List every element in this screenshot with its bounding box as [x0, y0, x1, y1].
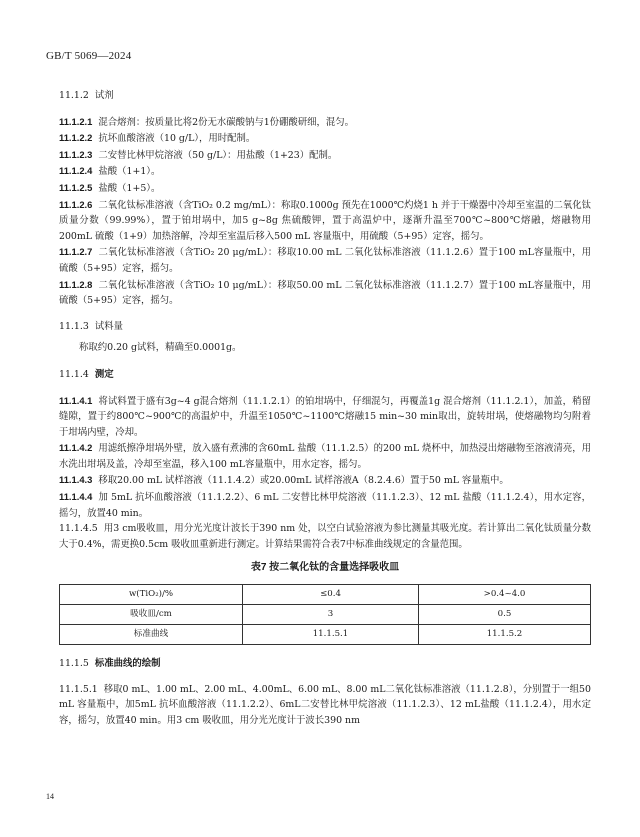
clause-11-1-2-1: 11.1.2.1 混合熔剂：按质量比将2份无水碳酸钠与1份硼酸研细，混匀。 — [59, 115, 355, 128]
clause-11-1-2-6: 11.1.2.6 二氧化钛标准溶液（含TiO₂ 0.2 mg/mL）：称取0.1000g 预先在1000℃灼烧1 h 并于干燥器中冷却至室温的二氧化钛质量分数（99.99%），置于铂坩埚中，加5 g~8g 焦硫酸钾，置于高温炉中，逐渐升温至700℃~800℃熔融，熔融物用200mL 硫酸（1+9）加热溶解，冷却至室温后移入500 mL 容量瓶中，用硫酸（5+95）定容，摇匀。 — [59, 198, 591, 242]
clause-11-1-2-7: 11.1.2.7 二氧化钛标准溶液（含TiO₂ 20 μg/mL）：移取10.00 mL 二氧化钛标准溶液（11.1.2.6）置于100 mL容量瓶中，用硫酸（5+95）定容，摇匀。 — [59, 246, 591, 274]
clause-11-1-2-4: 11.1.2.4 盐酸（1+1）。 — [59, 165, 161, 178]
table-row — [60, 585, 591, 605]
standard-id-header: GB/T 5069—2024 — [46, 50, 132, 62]
clause-11-1-2-8: 11.1.2.8 二氧化钛标准溶液（含TiO₂ 10 μg/mL）：移取50.00 mL 二氧化钛标准溶液（11.1.2.7）置于100 mL容量瓶中，用硫酸（5+95）定容，摇匀。 — [59, 278, 591, 307]
table-cell: w(TiO₂)/% — [60, 585, 243, 605]
clause-11-1-2-3: 11.1.2.3 二安替比林甲烷溶液（50 g/L）：用盐酸（1+23）配制。 — [59, 148, 338, 161]
table-cell: ≤0.4 — [243, 585, 419, 605]
table-row — [60, 625, 591, 645]
sample-mass-text: 称取约0.20 g试料，精确至0.0001g。 — [79, 342, 242, 354]
document-body — [59, 88, 591, 728]
page-number: 14 — [46, 792, 54, 801]
clause-11-1-4-5: 11.1.4.5 用3 cm吸收皿，用分光光度计波长于390 nm 处，以空白试验溶液为参比测量其吸光度。若计算出二氧化钛质量分数大于0.4%，需更换0.5cm 吸收皿重新进行测定。计算结果需符合表7中标准曲线规定的含量范围。 — [59, 523, 591, 550]
table-row — [60, 605, 591, 625]
table-cell: 11.1.5.1 — [243, 625, 419, 645]
clause-11-1-4-3: 11.1.4.3 移取20.00 mL 试样溶液（11.1.4.2）或20.00mL 试样溶液A（8.2.4.6）置于50 mL 容量瓶中。 — [59, 474, 509, 487]
table-cell: 标准曲线 — [60, 625, 243, 645]
section-heading-11-1-2: 11.1.2 试剂 — [59, 90, 114, 101]
section-heading-11-1-3: 11.1.3 试料量 — [59, 320, 123, 332]
clause-11-1-4-1: 11.1.4.1 将试料置于盛有3g~4 g混合熔剂（11.1.2.1）的铂坩埚中，仔细混匀，再覆盖1g 混合熔剂（11.1.2.1），加盖，稍留缝隙，置于约800℃~900℃的高温炉中，升温至1050℃~1100℃熔融15 min~30 min取出，旋转坩埚，使熔融物均匀附着于坩埚内壁，冷却。 — [59, 394, 591, 438]
table-cell: 3 — [243, 605, 419, 625]
table-cell: 11.1.5.2 — [419, 625, 591, 645]
clause-11-1-4-2: 11.1.4.2 用滤纸擦净坩埚外壁，放入盛有煮沸的含60mL 盐酸（11.1.2.5）的200 mL 烧杯中，加热浸出熔融物至溶液清亮，用水洗出坩埚及盖，冷却至室温，移入100 mL容量瓶中，用水定容，摇匀。 — [59, 442, 591, 470]
table-cell: 0.5 — [419, 605, 591, 625]
section-heading-11-1-5: 11.1.5 标准曲线的绘制 — [59, 657, 161, 670]
clause-11-1-2-2: 11.1.2.2 抗坏血酸溶液（10 g/L），用时配制。 — [59, 132, 256, 145]
table-cell: >0.4~4.0 — [419, 585, 591, 605]
clause-11-1-5-1: 11.1.5.1 移取0 mL、1.00 mL、2.00 mL、4.00mL、6.00 mL、8.00 mL二氧化钛标准溶液（11.1.2.8），分别置于一组50 mL 容量瓶中，加5mL 抗坏血酸溶液（11.1.2.2）、6mL二安替比林甲烷溶液（11.1.2.3）、12 mL盐酸（11.1.2.4），用水定容，摇匀，放置40 min。用3 cm 吸收皿，用分光光度计于波长390 nm — [59, 683, 591, 726]
table-cell: 吸收皿/cm — [60, 605, 243, 625]
table-7-caption: 表7 按二氧化钛的含量选择吸收皿 — [250, 562, 400, 574]
absorption-cell-table — [59, 584, 591, 645]
section-heading-11-1-4: 11.1.4 测定 — [59, 367, 114, 380]
clause-11-1-2-5: 11.1.2.5 盐酸（1+5）。 — [59, 181, 161, 194]
clause-11-1-4-4: 11.1.4.4 加 5mL 抗坏血酸溶液（11.1.2.2）、6 mL 二安替比林甲烷溶液（11.1.2.3）、12 mL 盐酸（11.1.2.4），用水定容，摇匀，放置40 min。 — [59, 491, 591, 519]
